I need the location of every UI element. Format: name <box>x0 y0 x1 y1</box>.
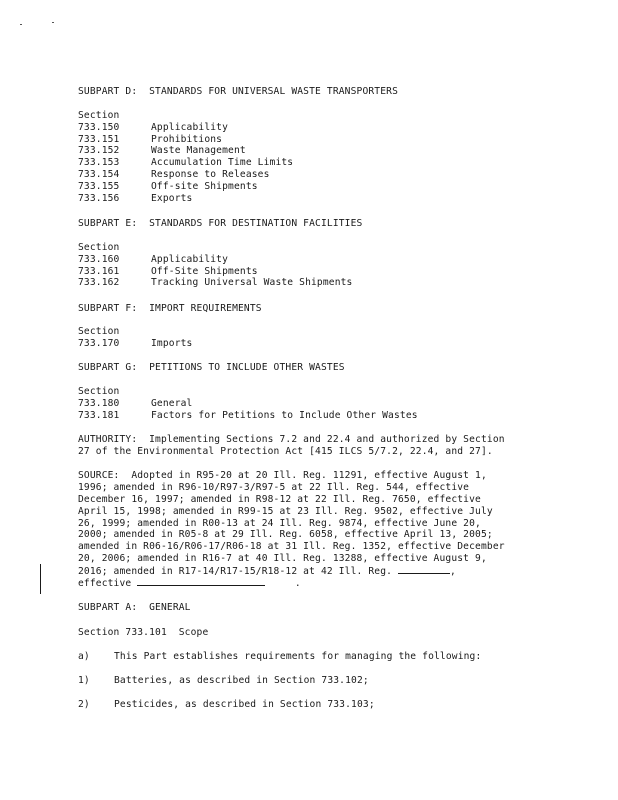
subpart-g-heading: SUBPART G: PETITIONS TO INCLUDE OTHER WASTES <box>78 362 345 373</box>
subpart-f-heading: SUBPART F: IMPORT REQUIREMENTS <box>78 303 262 314</box>
toc-entry[interactable]: 733.150 Applicability <box>78 121 229 133</box>
section-label: Section <box>78 386 120 397</box>
authority-note <box>78 434 548 458</box>
source-line: 1996; amended in R96-10/R97-3/R97-5 at 22 Ill. Reg. 544, effective <box>78 481 470 493</box>
subpart-f-block <box>78 303 548 315</box>
toc-entry[interactable]: 733.162 Tracking Universal Waste Shipments <box>78 277 353 289</box>
scope-item-1 <box>78 675 548 687</box>
subpart-e-toc <box>78 242 548 289</box>
source-line: SOURCE: Adopted in R95-20 at 20 Ill. Reg. 11291, effective August 1, <box>78 470 487 481</box>
toc-entry[interactable]: 733.155 Off-site Shipments <box>78 180 258 192</box>
section-label: Section <box>78 242 120 253</box>
subpart-a-block <box>78 602 548 614</box>
subpart-d-block <box>78 86 548 98</box>
subpart-d-toc <box>78 110 548 204</box>
authority-line: 27 of the Environmental Protection Act [415 ILCS 5/7.2, 22.4, and 27]. <box>78 445 493 457</box>
subpart-g-block <box>78 362 548 374</box>
scope-item-a <box>78 651 548 663</box>
subpart-d-heading: SUBPART D: STANDARDS FOR UNIVERSAL WASTE TRANSPORTERS <box>78 86 398 97</box>
subpart-a-heading: SUBPART A: GENERAL <box>78 602 191 613</box>
authority-line: AUTHORITY: Implementing Sections 7.2 and 22.4 and authorized by Section <box>78 434 505 445</box>
source-line: 20, 2006; amended in R16-7 at 40 Ill. Reg. 13288, effective August 9, <box>78 553 487 565</box>
toc-entry[interactable]: 733.151 Prohibitions <box>78 133 223 145</box>
source-line: April 15, 1998; amended in R99-15 at 23 Ill. Reg. 9502, effective July <box>78 505 493 517</box>
scope-item-2 <box>78 699 548 711</box>
source-line: 26, 1999; amended in R00-13 at 24 Ill. Reg. 9874, effective June 20, <box>78 517 481 529</box>
blank-underline <box>137 577 265 586</box>
source-line: December 16, 1997; amended in R98-12 at 22 Ill. Reg. 7650, effective <box>78 493 481 505</box>
section-label: Section <box>78 110 120 121</box>
list-item: 2) Pesticides, as described in Section 733.103; <box>78 699 375 710</box>
subpart-e-block <box>78 218 548 230</box>
toc-entry[interactable]: 733.152 Waste Management <box>78 145 246 157</box>
toc-entry[interactable]: 733.181 Factors for Petitions to Include Other Wastes <box>78 409 418 421</box>
subpart-g-toc <box>78 386 548 421</box>
toc-entry[interactable]: 733.154 Response to Releases <box>78 168 270 180</box>
source-note <box>78 470 548 589</box>
section-heading: Section 733.101 Scope <box>78 627 209 638</box>
blank-underline <box>398 565 450 574</box>
toc-entry[interactable]: 733.160 Applicability <box>78 253 229 265</box>
source-line: effective . <box>78 578 301 590</box>
source-line: amended in R06-16/R06-17/R06-18 at 31 Ill. Reg. 1352, effective December <box>78 541 505 553</box>
source-line: 2016; amended in R17-14/R17-15/R18-12 at 42 Ill. Reg. , <box>78 566 456 578</box>
subpart-f-toc <box>78 326 548 350</box>
toc-entry[interactable]: 733.180 General <box>78 397 193 409</box>
toc-entry[interactable]: 733.161 Off-Site Shipments <box>78 265 258 277</box>
section-label: Section <box>78 326 120 337</box>
list-item: 1) Batteries, as described in Section 733.102; <box>78 675 369 686</box>
list-item: a) This Part establishes requirements for managing the following: <box>78 651 482 662</box>
section-733-101 <box>78 627 548 639</box>
toc-entry[interactable]: 733.170 Imports <box>78 337 193 349</box>
toc-entry[interactable]: 733.156 Exports <box>78 192 193 204</box>
source-line: 2000; amended in R05-8 at 29 Ill. Reg. 6058, effective April 13, 2005; <box>78 529 493 541</box>
change-bar <box>40 564 41 594</box>
scan-speck <box>20 24 22 25</box>
subpart-e-heading: SUBPART E: STANDARDS FOR DESTINATION FACILITIES <box>78 218 363 229</box>
toc-entry[interactable]: 733.153 Accumulation Time Limits <box>78 157 294 169</box>
scan-speck <box>52 22 54 23</box>
